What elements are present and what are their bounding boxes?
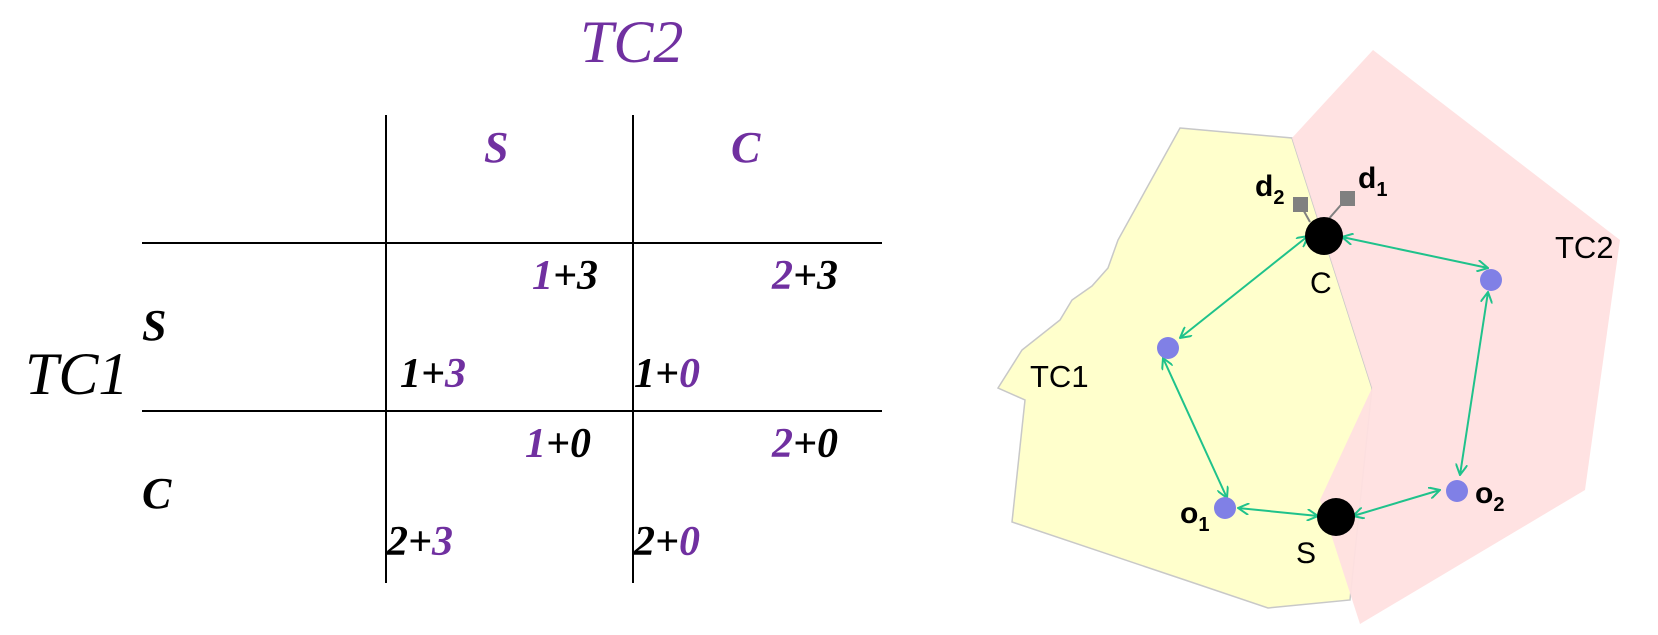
node-s [1317,498,1355,536]
payoff-ss-tc2: 1+3 [532,253,598,299]
payoff-cc-tc2: 2+0 [772,421,838,467]
destination-d1 [1340,191,1355,206]
tc2-region-label: TC2 [1555,230,1614,265]
origin-o2-label: $o_2$ [1475,477,1505,516]
origin-o1-label: $o_1$ [1180,497,1210,536]
node-c-label: C [1310,267,1332,300]
node-s-label: S [1296,537,1317,570]
origin-o1 [1214,497,1236,519]
tc1-region-label: TC1 [1030,359,1089,394]
waypoint-tc2 [1480,269,1502,291]
destination-d2 [1293,197,1308,212]
payoff-sc-tc2: 2+3 [772,253,838,299]
payoff-cc-tc1: 2+0 [634,519,700,565]
payoff-cs-tc2: 1+0 [525,421,591,467]
origin-o2 [1446,480,1468,502]
payoff-sc-tc1: 1+0 [634,351,700,397]
waypoint-tc1 [1157,337,1179,359]
row-strategy-c: C [142,469,172,518]
row-strategy-s: S [142,301,167,350]
column-player-label: TC2 [580,9,684,75]
destination-d2-label: $d_2$ [1255,170,1285,209]
node-c [1305,217,1343,255]
row-player-label: TC1 [25,341,129,407]
payoff-ss-tc1: 1+3 [400,351,466,397]
payoff-cs-tc1: 2+3 [387,519,453,565]
col-strategy-s: S [484,123,509,172]
col-strategy-c: C [731,123,761,172]
destination-d1-label: $d_1$ [1358,162,1388,201]
